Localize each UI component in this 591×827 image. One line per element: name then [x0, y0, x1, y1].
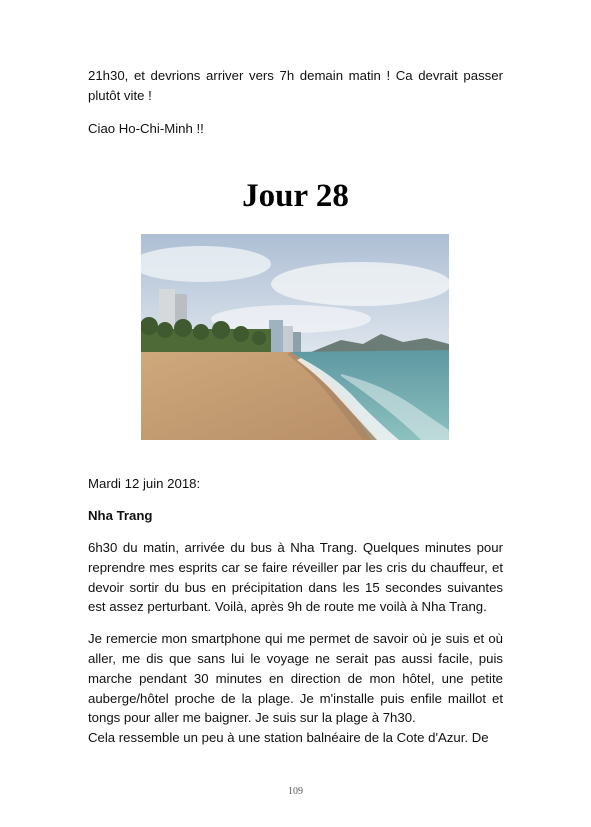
beach-photo — [141, 234, 449, 440]
chapter-title: Jour 28 — [242, 178, 349, 215]
body-paragraph: Cela ressemble un peu à une station balnéaire de la Cote d'Azur. De — [88, 730, 489, 746]
farewell-line: Ciao Ho-Chi-Minh !! — [88, 120, 204, 136]
intro-paragraph: 21h30, et devrions arriver vers 7h demain matin ! Ca devrait passer plutôt vite ! — [88, 68, 503, 103]
date-line: Mardi 12 juin 2018: — [88, 476, 201, 492]
page-content — [88, 66, 503, 748]
body-paragraph: 6h30 du matin, arrivée du bus à Nha Trang. Quelques minutes pour reprendre mes esprits car se faire réveiller par les cris du chauffeur, et devoir sortir du bus en précipitation dans les 15 secondes suivantes est assez perturbant. Voilà, après 9h de route me voilà à Nha Trang. — [88, 539, 503, 615]
place-heading: Nha Trang — [88, 508, 153, 524]
page-number: 109 — [288, 786, 303, 797]
body-paragraph: Je remercie mon smartphone qui me permet de savoir où je suis et où aller, me dis que sans lui le voyage ne serait pas aussi facile, puis marche pendant 30 minutes en direction de mon hôtel, une petite auberge/hôtel proche de la plage. Je m'installe puis enfile maillot et tongs pour aller me baigner. Je suis sur la plage à 7h30. — [88, 631, 503, 726]
